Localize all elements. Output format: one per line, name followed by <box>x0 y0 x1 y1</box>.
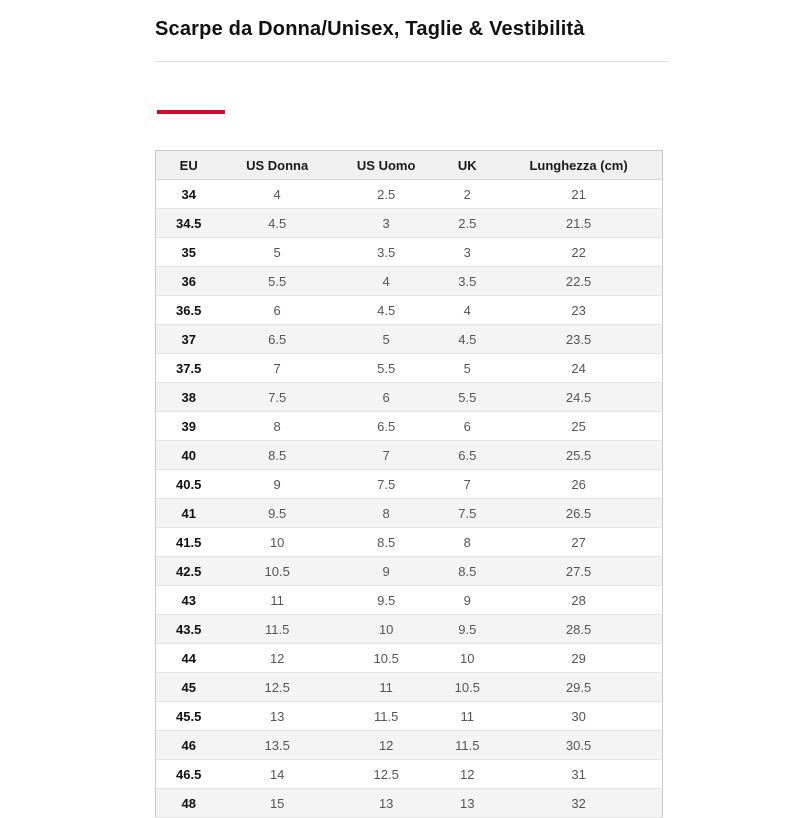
table-cell: 5.5 <box>221 267 333 296</box>
table-cell: 29.5 <box>495 673 662 702</box>
table-cell: 43 <box>156 586 222 615</box>
table-row <box>156 267 663 296</box>
table-cell: 7.5 <box>439 499 495 528</box>
table-cell: 37.5 <box>156 354 222 383</box>
table-cell: 22 <box>495 238 662 267</box>
table-cell: 24.5 <box>495 383 662 412</box>
size-guide-section <box>155 0 663 818</box>
table-cell: 5 <box>333 325 439 354</box>
table-cell: 9 <box>333 557 439 586</box>
table-cell: 13 <box>333 789 439 818</box>
table-cell: 15 <box>221 789 333 818</box>
table-cell: 23 <box>495 296 662 325</box>
table-cell: 9.5 <box>439 615 495 644</box>
table-cell: 8 <box>333 499 439 528</box>
table-cell: 13 <box>221 702 333 731</box>
column-header: US Uomo <box>333 151 439 180</box>
table-cell: 3.5 <box>439 267 495 296</box>
table-row <box>156 499 663 528</box>
table-cell: 41.5 <box>156 528 222 557</box>
table-cell: 25 <box>495 412 662 441</box>
table-cell: 40 <box>156 441 222 470</box>
table-cell: 13.5 <box>221 731 333 760</box>
table-row <box>156 383 663 412</box>
table-cell: 22.5 <box>495 267 662 296</box>
table-cell: 2.5 <box>333 180 439 209</box>
table-cell: 4 <box>439 296 495 325</box>
table-cell: 46 <box>156 731 222 760</box>
table-cell: 39 <box>156 412 222 441</box>
table-cell: 29 <box>495 644 662 673</box>
table-cell: 21 <box>495 180 662 209</box>
table-cell: 3.5 <box>333 238 439 267</box>
table-cell: 8 <box>439 528 495 557</box>
table-row <box>156 731 663 760</box>
table-row <box>156 325 663 354</box>
table-row <box>156 586 663 615</box>
table-cell: 11.5 <box>333 702 439 731</box>
table-cell: 27 <box>495 528 662 557</box>
table-cell: 10 <box>439 644 495 673</box>
table-cell: 9.5 <box>333 586 439 615</box>
table-cell: 43.5 <box>156 615 222 644</box>
table-cell: 34.5 <box>156 209 222 238</box>
table-row <box>156 238 663 267</box>
table-cell: 6 <box>439 412 495 441</box>
table-header-row <box>156 151 663 180</box>
table-cell: 45 <box>156 673 222 702</box>
table-cell: 32 <box>495 789 662 818</box>
column-header: UK <box>439 151 495 180</box>
table-cell: 12 <box>221 644 333 673</box>
table-cell: 6 <box>333 383 439 412</box>
table-row <box>156 673 663 702</box>
table-cell: 38 <box>156 383 222 412</box>
column-header: EU <box>156 151 222 180</box>
table-cell: 10 <box>221 528 333 557</box>
table-row <box>156 702 663 731</box>
table-cell: 35 <box>156 238 222 267</box>
table-cell: 26.5 <box>495 499 662 528</box>
table-cell: 7 <box>221 354 333 383</box>
table-cell: 40.5 <box>156 470 222 499</box>
size-conversion-table <box>155 150 663 818</box>
table-cell: 28 <box>495 586 662 615</box>
table-cell: 8 <box>221 412 333 441</box>
table-cell: 6.5 <box>333 412 439 441</box>
table-cell: 5.5 <box>333 354 439 383</box>
table-cell: 9 <box>439 586 495 615</box>
table-cell: 44 <box>156 644 222 673</box>
table-cell: 7.5 <box>221 383 333 412</box>
table-cell: 34 <box>156 180 222 209</box>
table-cell: 14 <box>221 760 333 789</box>
table-cell: 10.5 <box>221 557 333 586</box>
table-cell: 41 <box>156 499 222 528</box>
table-cell: 3 <box>439 238 495 267</box>
table-cell: 7.5 <box>333 470 439 499</box>
table-cell: 11 <box>333 673 439 702</box>
table-cell: 12 <box>333 731 439 760</box>
table-cell: 10.5 <box>333 644 439 673</box>
table-cell: 25.5 <box>495 441 662 470</box>
table-cell: 10.5 <box>439 673 495 702</box>
table-cell: 11.5 <box>439 731 495 760</box>
table-cell: 12 <box>439 760 495 789</box>
table-cell: 30 <box>495 702 662 731</box>
table-cell: 48 <box>156 789 222 818</box>
table-cell: 9.5 <box>221 499 333 528</box>
table-row <box>156 209 663 238</box>
column-header: US Donna <box>221 151 333 180</box>
table-row <box>156 557 663 586</box>
table-cell: 2 <box>439 180 495 209</box>
table-cell: 4.5 <box>439 325 495 354</box>
table-cell: 11 <box>221 586 333 615</box>
table-cell: 4.5 <box>221 209 333 238</box>
table-row <box>156 760 663 789</box>
table-cell: 8.5 <box>221 441 333 470</box>
divider <box>155 61 667 62</box>
table-row <box>156 412 663 441</box>
table-cell: 37 <box>156 325 222 354</box>
table-cell: 36.5 <box>156 296 222 325</box>
table-cell: 8.5 <box>439 557 495 586</box>
table-cell: 28.5 <box>495 615 662 644</box>
table-cell: 7 <box>333 441 439 470</box>
table-cell: 30.5 <box>495 731 662 760</box>
table-cell: 11.5 <box>221 615 333 644</box>
table-row <box>156 644 663 673</box>
table-cell: 45.5 <box>156 702 222 731</box>
table-cell: 9 <box>221 470 333 499</box>
table-cell: 4 <box>221 180 333 209</box>
table-cell: 5 <box>439 354 495 383</box>
table-row <box>156 441 663 470</box>
table-head <box>156 151 663 180</box>
table-cell: 5.5 <box>439 383 495 412</box>
accent-bar <box>157 110 225 114</box>
table-cell: 11 <box>439 702 495 731</box>
table-cell: 6 <box>221 296 333 325</box>
page-title: Scarpe da Donna/Unisex, Taglie & Vestibilità <box>155 18 585 40</box>
table-cell: 21.5 <box>495 209 662 238</box>
table-cell: 27.5 <box>495 557 662 586</box>
table-cell: 2.5 <box>439 209 495 238</box>
table-cell: 3 <box>333 209 439 238</box>
table-cell: 26 <box>495 470 662 499</box>
table-cell: 4.5 <box>333 296 439 325</box>
column-header: Lunghezza (cm) <box>495 151 662 180</box>
table-cell: 23.5 <box>495 325 662 354</box>
table-cell: 42.5 <box>156 557 222 586</box>
table-cell: 12.5 <box>221 673 333 702</box>
table-row <box>156 789 663 818</box>
table-cell: 31 <box>495 760 662 789</box>
table-cell: 4 <box>333 267 439 296</box>
table-row <box>156 296 663 325</box>
table-cell: 6.5 <box>221 325 333 354</box>
table-row <box>156 470 663 499</box>
table-cell: 24 <box>495 354 662 383</box>
table-cell: 6.5 <box>439 441 495 470</box>
table-row <box>156 180 663 209</box>
table-cell: 10 <box>333 615 439 644</box>
table-cell: 8.5 <box>333 528 439 557</box>
table-body <box>156 180 663 818</box>
table-cell: 46.5 <box>156 760 222 789</box>
table-cell: 36 <box>156 267 222 296</box>
table-row <box>156 615 663 644</box>
table-row <box>156 354 663 383</box>
table-cell: 5 <box>221 238 333 267</box>
table-cell: 13 <box>439 789 495 818</box>
table-row <box>156 528 663 557</box>
table-cell: 7 <box>439 470 495 499</box>
table-cell: 12.5 <box>333 760 439 789</box>
